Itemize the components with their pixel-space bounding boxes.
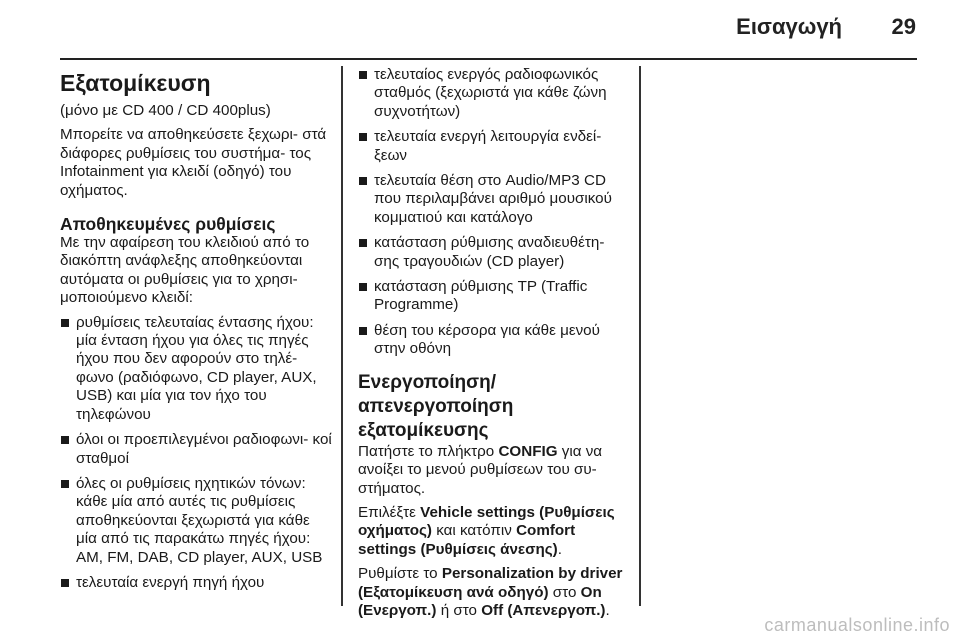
bullet-icon xyxy=(359,327,367,335)
section-title: Εισαγωγή xyxy=(736,14,842,39)
list-item-text: όλοι οι προεπιλεγμένοι ραδιοφωνι- κοί σταθμοί xyxy=(76,431,332,467)
personalization-heading-line2: απενεργοποίηση εξατομίκευσης xyxy=(358,395,514,441)
bullet-icon xyxy=(359,177,367,185)
text-fragment: Πατήστε το πλήκτρο xyxy=(358,442,495,460)
text-fragment: για να ανοίξει το μενού ρυθμίσεων του συ- στήματος. xyxy=(358,442,603,497)
list-item xyxy=(358,322,630,359)
personalization-heading-line1: Ενεργοποίηση/ xyxy=(358,371,497,393)
list-item xyxy=(358,234,630,271)
list-item-text: τελευταίος ενεργός ραδιοφωνικός σταθμός (ξεχωριστά για κάθε ζώνη συχνοτήτων) xyxy=(374,66,607,120)
text-fragment: . xyxy=(605,601,610,619)
list-item xyxy=(358,128,630,165)
list-item xyxy=(60,314,332,424)
page-number: 29 xyxy=(891,14,916,39)
list-item-text: όλες οι ρυθμίσεις ηχητικών τόνων: κάθε μία από αυτές τις ρυθμίσεις αποθηκεύονται ξεχωριστά για κάθε μία από τις παρακάτω πηγές ήχου: AM, FM, DAB, CD player, AUX, USB xyxy=(76,474,323,566)
list-item xyxy=(60,475,332,567)
text-fragment: ή στο xyxy=(440,601,477,619)
saved-settings-list-continued xyxy=(358,66,630,359)
list-item xyxy=(358,66,630,121)
text-fragment: Ρυθμίστε το xyxy=(358,565,438,583)
intro-paragraph: Μπορείτε να αποθηκεύσετε ξεχωρι- στά διάφορες ρυθμίσεις του συστήμα- τος Infotainment για κλειδί (οδηγό) του οχήματος. xyxy=(60,126,327,199)
config-key-label: CONFIG xyxy=(498,442,558,460)
saved-settings-list xyxy=(60,314,332,593)
bullet-icon xyxy=(359,239,367,247)
text-fragment: . xyxy=(557,540,562,558)
bullet-icon xyxy=(359,71,367,79)
saved-settings-heading: Αποθηκευμένες ρυθμίσεις xyxy=(60,214,276,235)
list-item-text: κατάσταση ρύθμισης TP (Traffic Programme) xyxy=(374,278,588,314)
set-paragraph xyxy=(358,565,630,620)
right-column xyxy=(358,66,630,626)
bullet-icon xyxy=(61,319,69,327)
page-header xyxy=(0,0,960,60)
comfort-settings-label: Comfort settings (Ρυθμίσεις άνεσης) xyxy=(358,522,576,558)
on-label: On (Ενεργοπ.) xyxy=(358,583,602,619)
personalization-label: Personalization by driver (Εξατομίκευση ανά οδηγό) xyxy=(358,565,623,601)
list-item-text: ρυθμίσεις τελευταίας έντασης ήχου: μία ένταση ήχου για όλες τις πηγές ήχου που δεν αφορούν στο τηλέ- φωνο (ραδιόφωνο, CD player, AUX, USB) και μία για τον ήχο του τηλεφώνου xyxy=(76,313,317,423)
off-label: Off (Απενεργοπ.) xyxy=(481,601,606,619)
list-item xyxy=(358,278,630,315)
list-item-text: θέση του κέρσορα για κάθε μενού στην οθόνη xyxy=(374,321,600,358)
text-fragment: στο xyxy=(552,583,577,601)
bullet-icon xyxy=(359,283,367,291)
list-item xyxy=(358,172,630,227)
header-rule xyxy=(60,58,917,60)
scope-note: (μόνο με CD 400 / CD 400plus) xyxy=(60,102,271,119)
list-item xyxy=(60,431,332,468)
section-heading: Εξατομίκευση xyxy=(60,70,211,96)
list-item xyxy=(60,574,332,592)
personalization-heading xyxy=(358,371,630,443)
bullet-icon xyxy=(359,133,367,141)
text-fragment: και κατόπιν xyxy=(436,522,512,540)
column-divider-left xyxy=(341,66,343,606)
saved-settings-paragraph: Με την αφαίρεση του κλειδιού από το διακόπτη ανάφλεξης αποθηκεύονται αυτόματα οι ρυθμίσεις για το χρησι- μοποιούμενο κλειδί: xyxy=(60,234,310,307)
text-fragment: Επιλέξτε xyxy=(358,503,416,521)
list-item-text: κατάσταση ρύθμισης αναδιευθέτη- σης τραγουδιών (CD player) xyxy=(374,234,605,270)
config-paragraph xyxy=(358,443,630,498)
column-divider-right xyxy=(639,66,641,606)
vehicle-settings-label: Vehicle settings (Ρυθμίσεις οχήματος) xyxy=(358,503,615,540)
watermark: carmanualsonline.info xyxy=(764,615,950,635)
bullet-icon xyxy=(61,579,69,587)
bullet-icon xyxy=(61,480,69,488)
left-column xyxy=(60,66,332,599)
bullet-icon xyxy=(61,436,69,444)
list-item-text: τελευταία θέση στο Audio/MP3 CD που περιλαμβάνει αριθμό μουσικού κομματιού και κατάλογο xyxy=(374,172,612,226)
select-paragraph xyxy=(358,504,630,559)
list-item-text: τελευταία ενεργή πηγή ήχου xyxy=(76,573,265,591)
list-item-text: τελευταία ενεργή λειτουργία ενδεί- ξεων xyxy=(374,128,602,164)
